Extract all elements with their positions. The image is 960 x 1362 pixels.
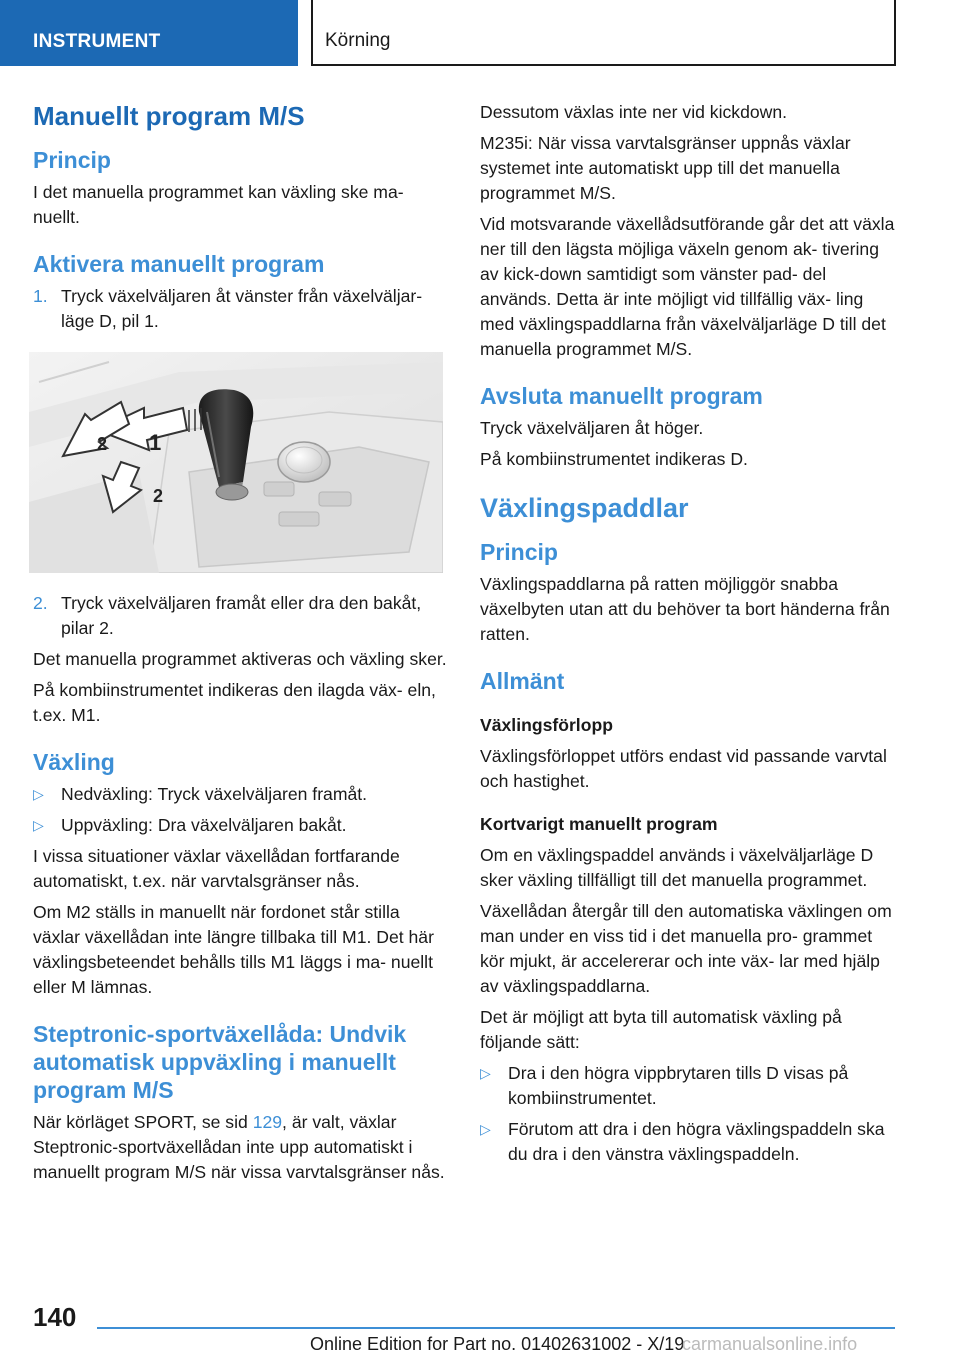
princip-heading: Princip [33,147,111,173]
paddlar-heading: Växlingspaddlar [480,493,689,523]
right-column [480,100,900,1173]
figure-arrow-1-label: 1 [149,430,162,455]
step-1-number: 1. [33,286,48,306]
bullet-left-paddle-text: Förutom att dra i den högra växlingspaddeln ska du dra i den vänstra växlingspaddeln. [508,1119,885,1164]
watermark: carmanualsonline.info [682,1334,858,1354]
bullet-arrow-icon: ▷ [480,1121,491,1137]
footer-divider [97,1327,895,1329]
left-column [33,100,447,1191]
kortvarigt-text-3: Det är möjligt att byta till automatisk växling på följande sätt: [480,1007,842,1052]
bullet-right-paddle [480,1061,900,1111]
step-2-number: 2. [33,593,48,613]
section-tab[interactable] [0,0,298,66]
avsluta-indicated-text: På kombiinstrumentet indikeras D. [480,449,748,469]
gear-selector-illustration [29,352,443,573]
situations-text: I vissa situationer växlar växellådan fortfarande automatiskt, t.ex. när varvtalsgränser nås. [33,846,400,891]
activate-heading: Aktivera manuellt program [33,251,325,277]
figure-arrow-2b-label: 2 [153,486,164,506]
bullet-right-paddle-text: Dra i den högra vippbrytaren tills D visas på kombiinstrumentet. [508,1063,849,1108]
chapter-label: Körning [325,30,391,51]
sport-text-a: När körläget SPORT, se sid [33,1112,253,1132]
avsluta-heading: Avsluta manuellt program [480,383,763,409]
page-number: 140 [33,1302,77,1332]
step-2 [33,591,447,641]
paddlar-princip-heading: Princip [480,539,558,565]
forlopp-text: Växlingsförloppet utförs endast vid passande varvtal och hastighet. [480,746,887,791]
m235i-text: M235i: När vissa varvtalsgränser uppnås växlar systemet inte automatiskt upp till det manuella programmet M/S. [480,133,851,203]
bullet-left-paddle [480,1117,900,1167]
steptronic-heading: Steptronic-sportväxellåda: Undvik automatisk uppväxling i manuellt program M/S [33,1021,407,1103]
bullet-arrow-icon: ▷ [33,817,44,833]
bullet-downshift-text: Nedväxling: Tryck växelväljaren framåt. [61,784,368,804]
motsvarande-text: Vid motsvarande växellådsutförande går det att växla ner till den lägsta möjliga växeln genom ak- tivering av kick-down samtidigt som vänster pad- del används. Detta är inte möjligt vid tillfällig väx- ling med växlingspaddlarna från växelväljarläge D till det manuella programmet M/S. [480,214,895,359]
paddlar-princip-text: Växlingspaddlarna på ratten möjliggör snabba växelbyten utan att du behöver ta bort händerna från ratten. [480,574,890,644]
step-2-text: Tryck växelväljaren framåt eller dra den bakåt, pilar 2. [61,593,422,638]
bullet-upshift-text: Uppväxling: Dra växelväljaren bakåt. [61,815,347,835]
edition-text: Online Edition for Part no. 01402631002 - X/19 [310,1334,685,1354]
vaxling-heading: Växling [33,749,115,775]
kortvarigt-text-1: Om en växlingspaddel används i växelväljarläge D sker växling tillfälligt till det manuella programmet. [480,845,874,890]
chapter-tab[interactable] [311,0,896,66]
section-label: INSTRUMENT [33,31,161,52]
bullet-arrow-icon: ▷ [480,1065,491,1081]
page-link-129[interactable]: 129 [252,1112,283,1132]
allmant-heading: Allmänt [480,668,565,694]
m2-text: Om M2 ställs in manuellt när fordonet står stilla växlar växellådan inte längre tillbaka till M1. Det här växlingsbeteendet behålls tills M1 läggs i ma- nuellt eller M lämnas. [33,902,434,997]
kickdown-text: Dessutom växlas inte ner vid kickdown. [480,102,788,122]
kortvarigt-heading: Kortvarigt manuellt program [480,814,718,834]
princip-text: I det manuella programmet kan växling ske ma- nuellt. [33,182,404,227]
step-1-text: Tryck växelväljaren åt vänster från växelväljar- läge D, pil 1. [61,286,423,331]
bullet-arrow-icon: ▷ [33,786,44,802]
activated-text: Det manuella programmet aktiveras och växling sker. [33,649,447,669]
forlopp-heading: Växlingsförlopp [480,715,613,735]
sport-text-b: , är valt, växlar Steptronic-sportväxellådan inte upp automatiskt i manuellt program M/S när vissa varvtalsgränser nås. [33,1112,445,1182]
indicated-text: På kombiinstrumentet indikeras den ilagda väx- eln, t.ex. M1. [33,680,436,725]
kortvarigt-text-2: Växellådan återgår till den automatiska växlingen om man under en viss tid i det manuella pro- grammet kör mjukt, är accelererar och inte väx- lar med hjälp av växlingspaddlarna. [480,901,892,996]
step-1 [33,284,447,334]
gear-selector-figure [29,352,443,573]
figure-arrow-2a-label: 2 [97,434,108,454]
bullet-upshift [33,813,447,838]
avsluta-text: Tryck växelväljaren åt höger. [480,418,704,438]
sport-text [33,1110,447,1185]
bullet-downshift [33,782,447,807]
page-title: Manuellt program M/S [33,101,305,131]
